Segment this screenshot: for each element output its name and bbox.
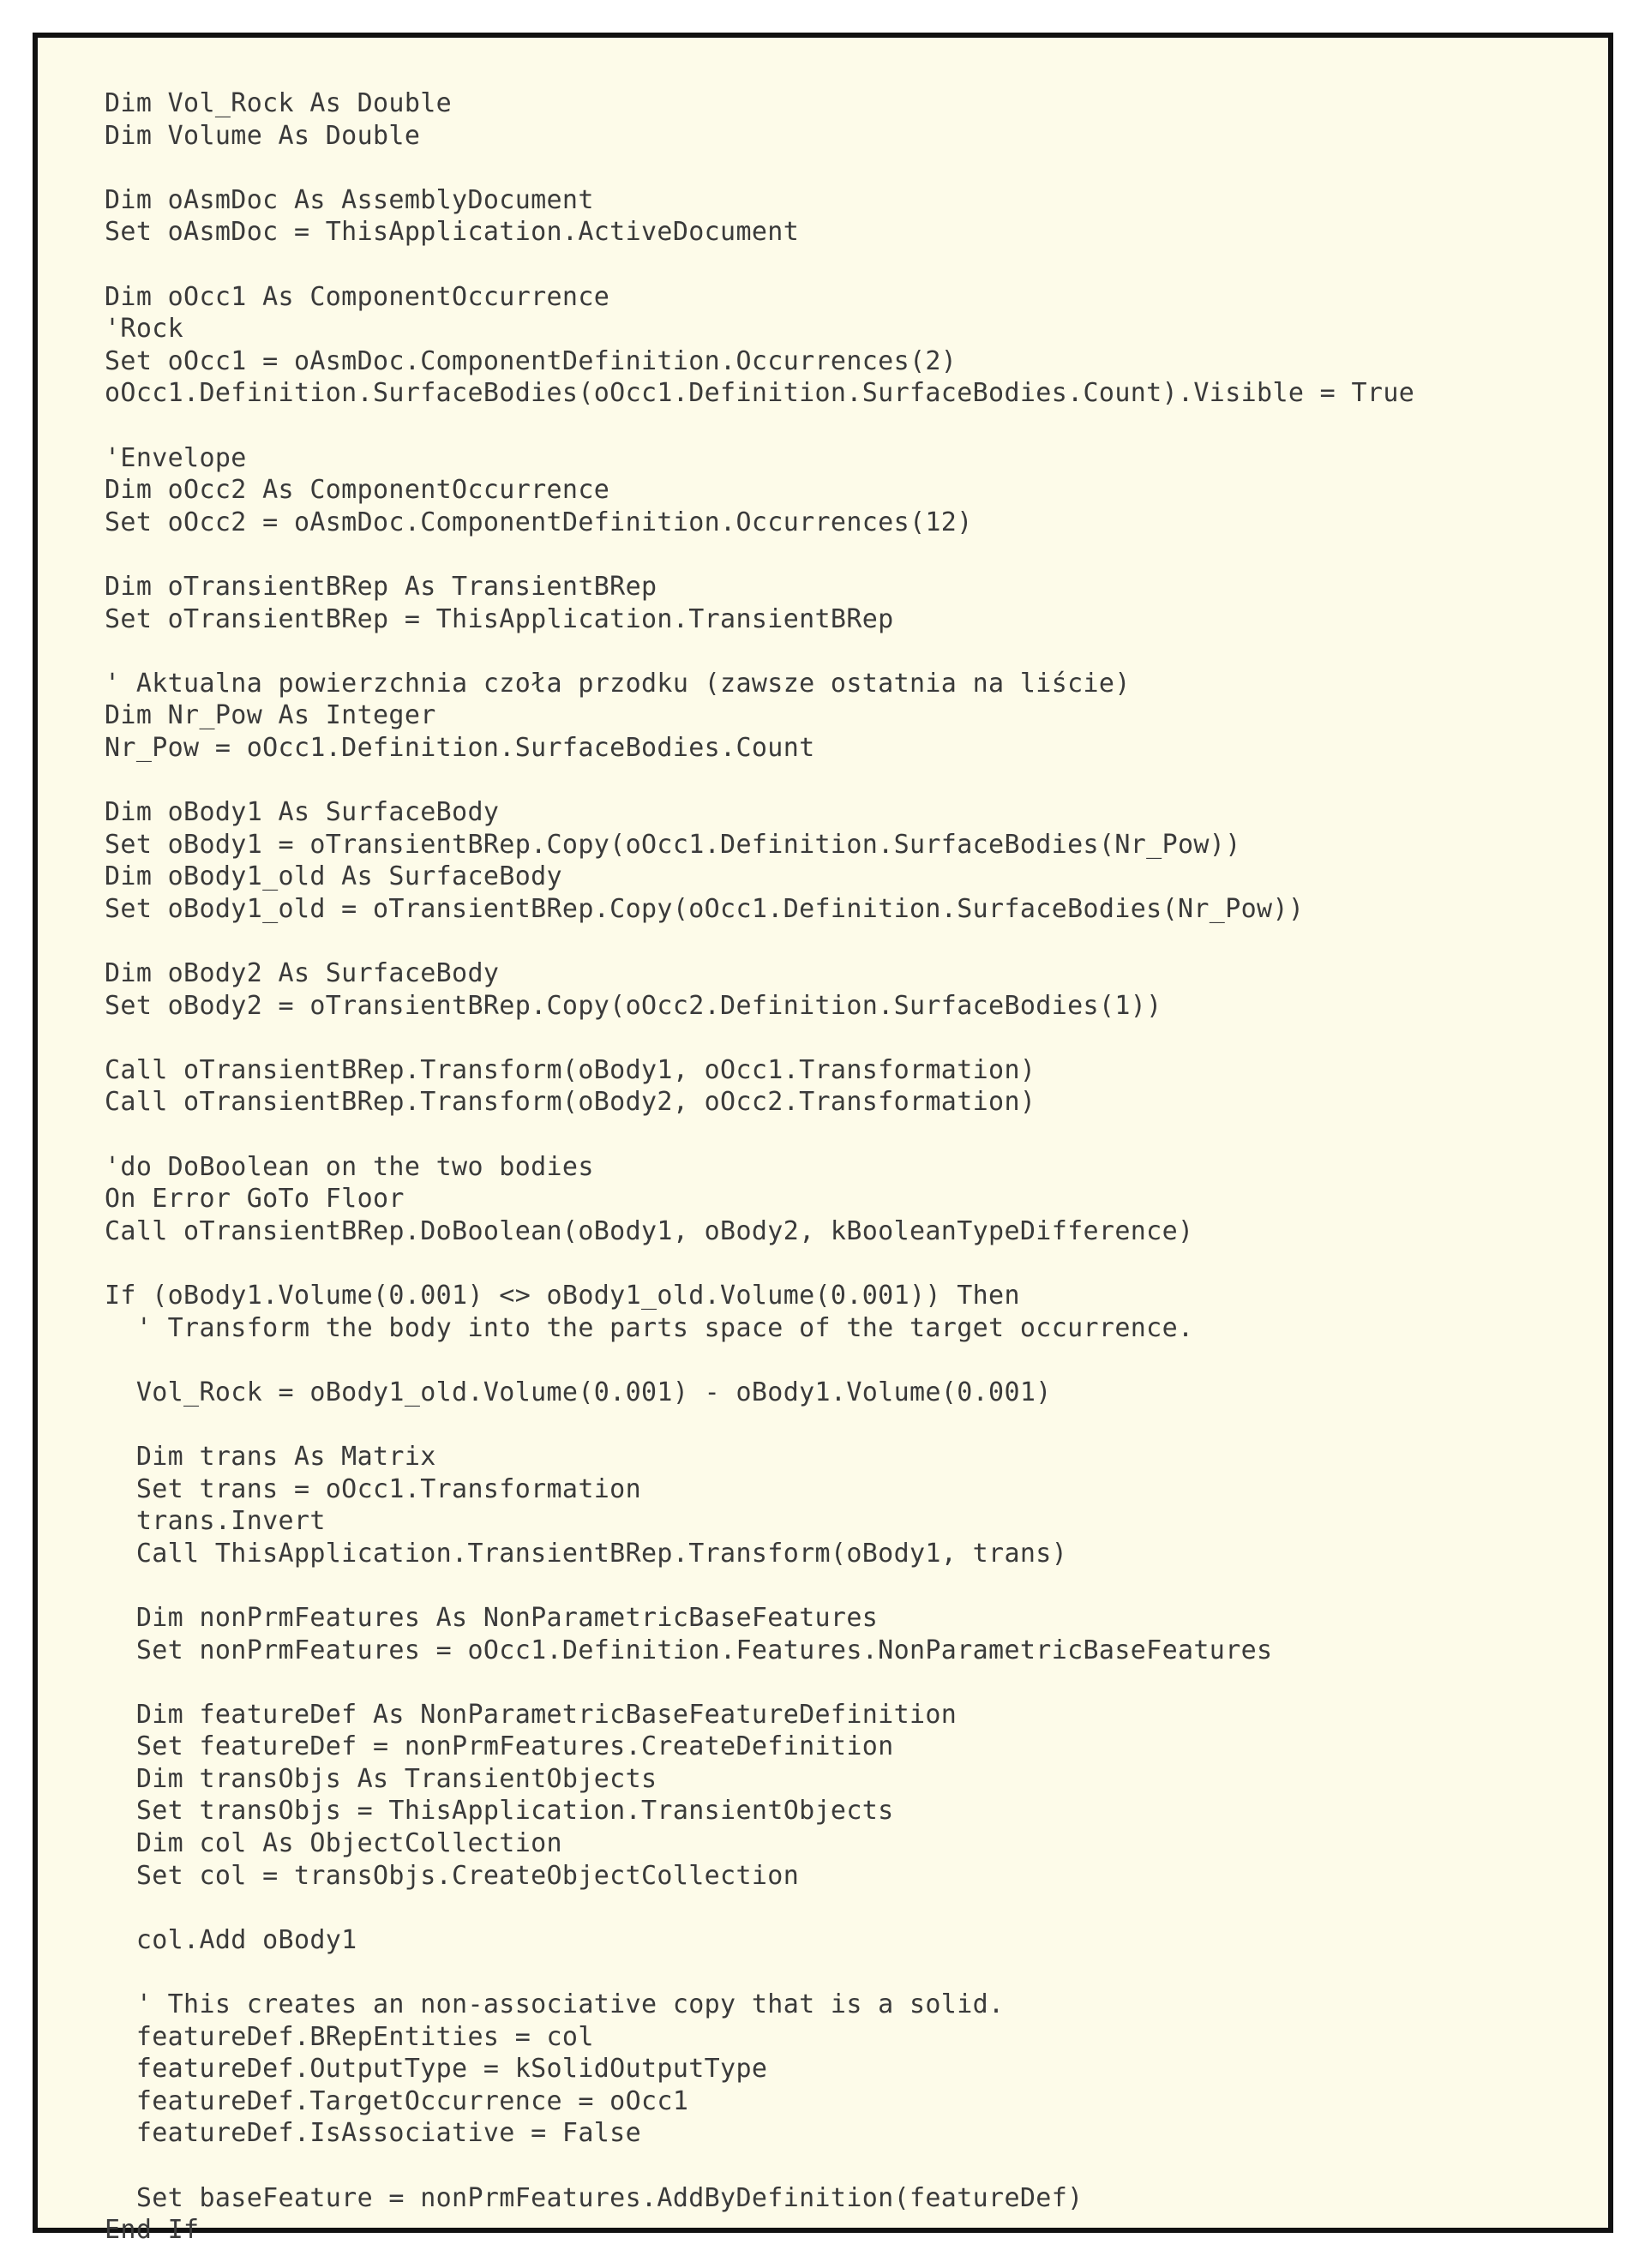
code-line: Dim oOcc1 As ComponentOccurrence <box>105 281 610 312</box>
code-line: col.Add oBody1 <box>105 1924 357 1955</box>
code-line: Set oTransientBRep = ThisApplication.TransientBRep <box>105 603 894 634</box>
code-listing <box>105 87 1591 2247</box>
code-line: Dim oOcc2 As ComponentOccurrence <box>105 475 610 506</box>
code-line: 'Envelope <box>105 442 247 473</box>
code-line <box>105 249 1591 281</box>
code-line: Set oBody2 = oTransientBRep.Copy(oOcc2.Definition.SurfaceBodies(1)) <box>105 990 1162 1021</box>
code-line <box>105 1344 1591 1377</box>
code-line: ' Aktualna powierzchnia czoła przodku (zawsze ostatnia na liście) <box>105 668 1131 699</box>
code-line: Dim oBody1_old As SurfaceBody <box>105 861 562 892</box>
code-line: trans.Invert <box>105 1506 326 1537</box>
code-line: Call ThisApplication.TransientBRep.Transform(oBody1, trans) <box>105 1538 1068 1569</box>
code-line <box>105 1119 1591 1151</box>
code-line: Set trans = oOcc1.Transformation <box>105 1473 641 1504</box>
code-line: Set transObjs = ThisApplication.TransientObjects <box>105 1796 894 1827</box>
code-line <box>105 1956 1591 1989</box>
code-line: 'do DoBoolean on the two bodies <box>105 1151 594 1182</box>
code-line: Call oTransientBRep.Transform(oBody1, oOcc1.Transformation) <box>105 1054 1036 1085</box>
code-line: Dim Volume As Double <box>105 120 421 151</box>
code-line: Set oBody1_old = oTransientBRep.Copy(oOcc1.Definition.SurfaceBodies(Nr_Pow)) <box>105 893 1305 924</box>
code-line: Set oBody1 = oTransientBRep.Copy(oOcc1.Definition.SurfaceBodies(Nr_Pow)) <box>105 829 1241 860</box>
code-line <box>105 2150 1591 2182</box>
code-line: featureDef.BRepEntities = col <box>105 2021 594 2052</box>
code-line <box>105 538 1591 571</box>
code-line <box>105 1022 1591 1054</box>
code-line: featureDef.IsAssociative = False <box>105 2118 641 2149</box>
code-line <box>105 635 1591 668</box>
code-line: Nr_Pow = oOcc1.Definition.SurfaceBodies.Count <box>105 732 815 763</box>
code-line <box>105 1666 1591 1699</box>
code-line: Dim trans As Matrix <box>105 1441 436 1472</box>
code-line <box>105 764 1591 796</box>
code-line <box>105 152 1591 184</box>
code-line: featureDef.TargetOccurrence = oOcc1 <box>105 2085 689 2116</box>
code-line: featureDef.OutputType = kSolidOutputType <box>105 2054 768 2085</box>
code-line: Set oOcc1 = oAsmDoc.ComponentDefinition.Occurrences(2) <box>105 345 958 376</box>
code-line: oOcc1.Definition.SurfaceBodies(oOcc1.Definition.SurfaceBodies.Count).Visible = True <box>105 378 1415 409</box>
code-line: Dim Nr_Pow As Integer <box>105 700 436 731</box>
code-line: Dim transObjs As TransientObjects <box>105 1763 657 1794</box>
code-line: Call oTransientBRep.DoBoolean(oBody1, oBody2, kBooleanTypeDifference) <box>105 1215 1194 1246</box>
code-line <box>105 410 1591 442</box>
code-listing-frame <box>33 33 1613 2246</box>
code-line: On Error GoTo Floor <box>105 1184 405 1215</box>
code-line: Dim featureDef As NonParametricBaseFeatureDefinition <box>105 1699 958 1730</box>
code-line: 'Rock <box>105 314 184 345</box>
code-line: Dim col As ObjectCollection <box>105 1828 562 1859</box>
code-line <box>105 1408 1591 1441</box>
code-line: Call oTransientBRep.Transform(oBody2, oOcc2.Transformation) <box>105 1087 1036 1118</box>
code-line: Set oAsmDoc = ThisApplication.ActiveDocument <box>105 217 800 248</box>
code-line: Set oOcc2 = oAsmDoc.ComponentDefinition.Occurrences(12) <box>105 507 973 537</box>
code-line: ' This creates an non-associative copy that is a solid. <box>105 1989 1005 2020</box>
code-line <box>105 1892 1591 1924</box>
code-line: Dim oBody1 As SurfaceBody <box>105 797 500 828</box>
code-line: Dim oAsmDoc As AssemblyDocument <box>105 184 594 215</box>
code-line: Dim oBody2 As SurfaceBody <box>105 958 500 989</box>
code-line: Dim oTransientBRep As TransientBRep <box>105 571 657 602</box>
code-line: End If <box>105 2215 200 2246</box>
code-line: Dim Vol_Rock As Double <box>105 88 453 118</box>
code-line: Set nonPrmFeatures = oOcc1.Definition.Features.NonParametricBaseFeatures <box>105 1635 1273 1665</box>
code-line: Dim nonPrmFeatures As NonParametricBaseFeatures <box>105 1602 879 1633</box>
code-line: Vol_Rock = oBody1_old.Volume(0.001) - oBody1.Volume(0.001) <box>105 1377 1052 1407</box>
code-line: Set baseFeature = nonPrmFeatures.AddByDefinition(featureDef) <box>105 2182 1084 2213</box>
code-line <box>105 1247 1591 1280</box>
code-line <box>105 1569 1591 1602</box>
code-line: If (oBody1.Volume(0.001) <> oBody1_old.Volume(0.001)) Then <box>105 1280 1020 1311</box>
code-line <box>105 925 1591 957</box>
code-line: ' Transform the body into the parts space of the target occurrence. <box>105 1312 1194 1343</box>
code-line: Set col = transObjs.CreateObjectCollection <box>105 1860 800 1891</box>
code-line: Set featureDef = nonPrmFeatures.CreateDefinition <box>105 1731 894 1762</box>
